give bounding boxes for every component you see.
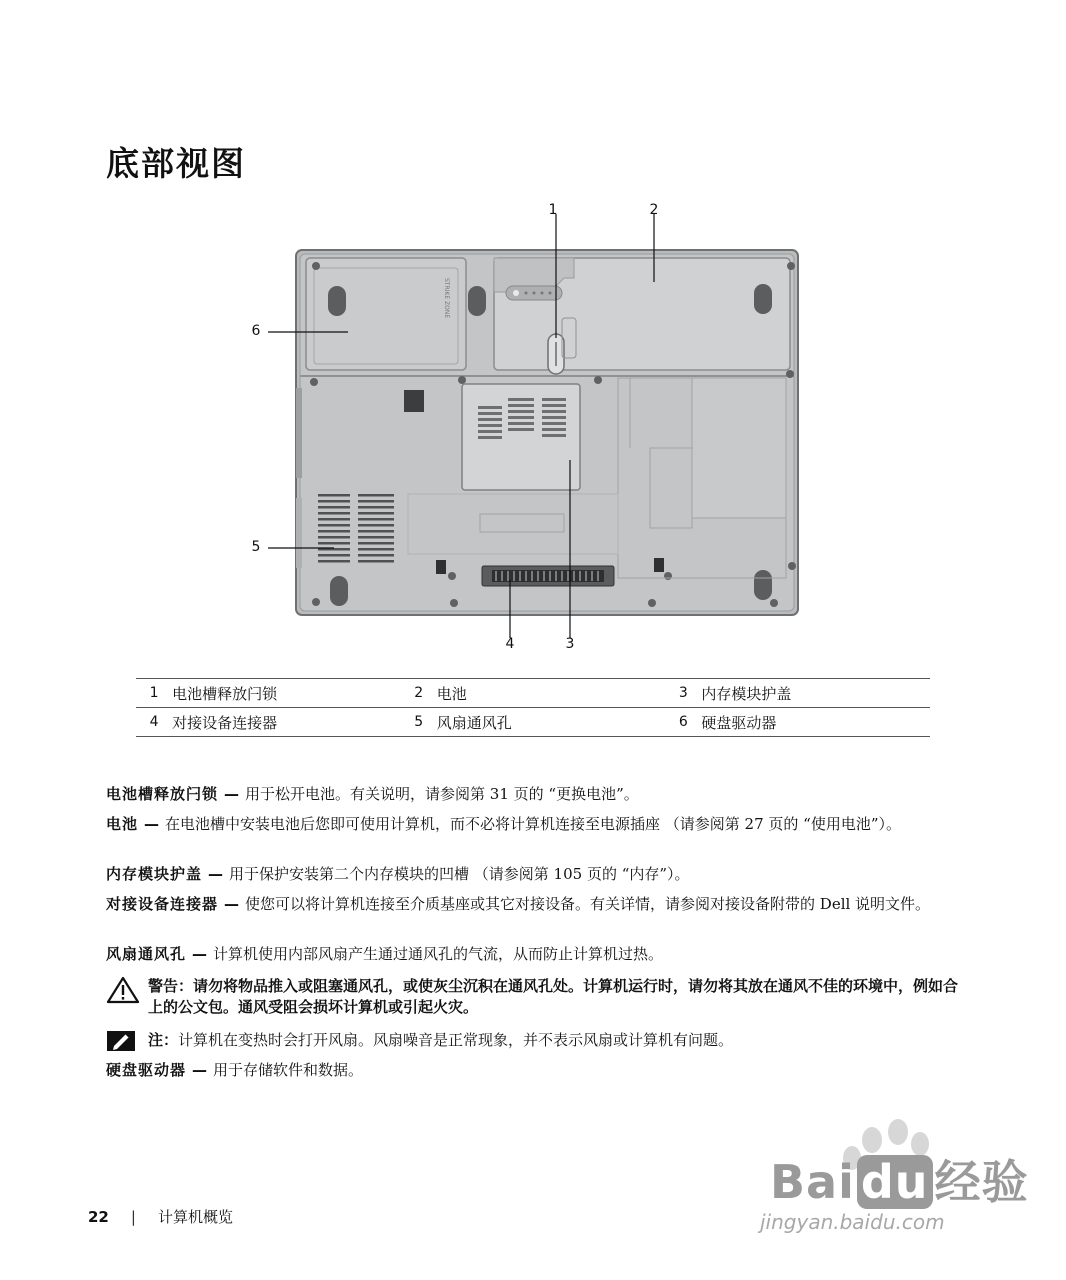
- strike-zone-label: STRIKE ZONE: [443, 278, 450, 319]
- description-term: 硬盘驱动器: [106, 1061, 187, 1079]
- watermark-brand-cn: 经验: [934, 1155, 1029, 1209]
- warning-notice: [106, 976, 966, 1018]
- description-term: 电池: [106, 815, 139, 833]
- description-term: 内存模块护盖: [106, 865, 203, 883]
- description-dash: —: [224, 895, 240, 913]
- legend-number: 6: [678, 714, 688, 730]
- description-text: 在电池槽中安装电池后您即可使用计算机，而不必将计算机连接至电源插座 （请参阅第 27 页的 “使用电池”）。: [165, 815, 902, 833]
- description-docking-connector: [106, 894, 966, 915]
- page-footer: [88, 1206, 233, 1227]
- page-number: 22: [88, 1208, 109, 1226]
- description-text: 用于松开电池。有关说明，请参阅第 31 页的 “更换电池”。: [245, 785, 639, 803]
- callout-5: 5: [251, 539, 261, 555]
- callout-2: 2: [649, 202, 659, 218]
- warning-lead: 警告：: [148, 977, 194, 995]
- description-term: 电池槽释放闩锁: [106, 785, 219, 803]
- note-text: 计算机在变热时会打开风扇。风扇噪音是正常现象，并不表示风扇或计算机有问题。: [178, 1031, 734, 1049]
- legend-row: [136, 708, 930, 737]
- callout-4: 4: [505, 636, 515, 652]
- description-dash: —: [192, 1061, 208, 1079]
- note-pencil-icon: [106, 1030, 136, 1052]
- legend-number: 2: [414, 685, 424, 701]
- description-battery: [106, 814, 966, 835]
- warning-triangle-icon: [106, 976, 140, 1004]
- legend-table: [136, 678, 930, 737]
- callout-6: 6: [251, 323, 261, 339]
- description-term: 风扇通风孔: [106, 945, 187, 963]
- legend-label: 电池槽释放闩锁: [172, 684, 278, 703]
- description-dash: —: [224, 785, 240, 803]
- description-text: 计算机使用内部风扇产生通过通风孔的气流，从而防止计算机过热。: [213, 945, 664, 963]
- legend-label: 风扇通风孔: [436, 713, 512, 732]
- description-memory-cover: [106, 864, 966, 885]
- legend-label: 对接设备连接器: [172, 713, 278, 732]
- description-text: 用于保护安装第二个内存模块的凹槽 （请参阅第 105 页的 “内存”）。: [229, 865, 690, 883]
- watermark-url: jingyan.baidu.com: [760, 1210, 945, 1234]
- description-text: 用于存储软件和数据。: [213, 1061, 364, 1079]
- laptop-bottom-illustration: [240, 198, 820, 668]
- footer-section: 计算机概览: [157, 1208, 233, 1226]
- callout-1: 1: [548, 202, 558, 218]
- note-notice: [106, 1030, 966, 1051]
- description-dash: —: [144, 815, 160, 833]
- warning-text: 请勿将物品推入或阻塞通风孔，或使灰尘沉积在通风孔处。计算机运行时，请勿将其放在通风不佳的环境中，例如合上的公文包。通风受阻会损坏计算机或引起火灾。: [148, 977, 959, 1016]
- legend-number: 4: [149, 714, 159, 730]
- description-dash: —: [208, 865, 224, 883]
- legend-number: 5: [414, 714, 424, 730]
- description-battery-latch: [106, 784, 966, 805]
- description-text: 使您可以将计算机连接至介质基座或其它对接设备。有关详情，请参阅对接设备附带的 Dell 说明文件。: [245, 895, 931, 913]
- legend-label: 内存模块护盖: [701, 684, 792, 703]
- watermark-brand: Bai du 经验: [770, 1155, 1029, 1209]
- legend-label: 硬盘驱动器: [701, 713, 777, 732]
- legend-number: 3: [678, 685, 688, 701]
- callout-3: 3: [565, 636, 575, 652]
- page-title: 底部视图: [106, 144, 246, 183]
- note-lead: 注：: [148, 1031, 179, 1049]
- legend-number: 1: [149, 685, 159, 701]
- description-fan-vents: [106, 944, 966, 965]
- laptop-bottom-figure: [240, 198, 820, 668]
- legend-row: [136, 679, 930, 708]
- description-hard-drive: [106, 1060, 966, 1081]
- watermark-du: du: [857, 1155, 933, 1209]
- description-dash: —: [192, 945, 208, 963]
- legend-label: 电池: [436, 684, 467, 703]
- description-term: 对接设备连接器: [106, 895, 219, 913]
- footer-separator: |: [130, 1208, 136, 1226]
